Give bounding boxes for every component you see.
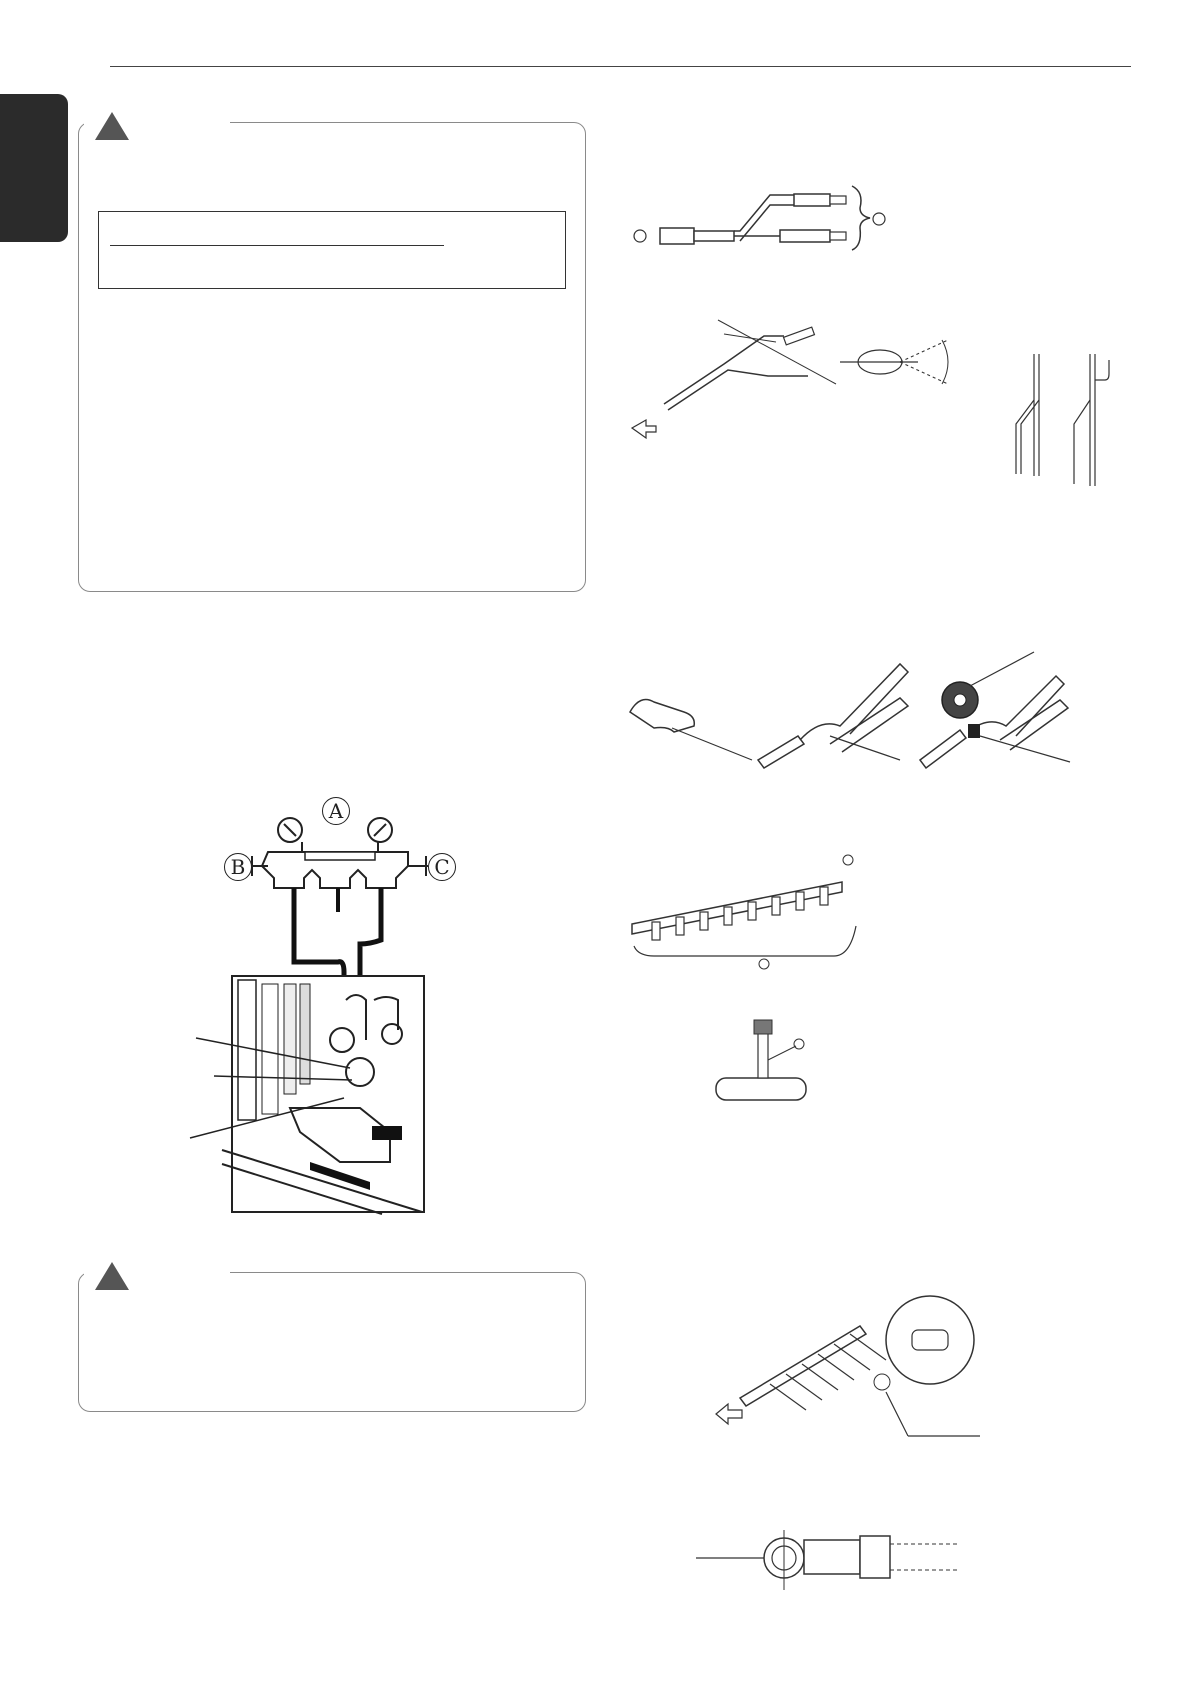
- pipe-cross-section-figure: [696, 1530, 960, 1590]
- callout-circle: [634, 230, 646, 242]
- header-pipe-figure: [632, 855, 856, 969]
- flow-arrow-icon: [632, 420, 656, 438]
- reducer-figure: [716, 1020, 806, 1100]
- manifold-label-a: A: [322, 797, 350, 825]
- insulator-cover: [630, 700, 694, 732]
- manifold-label-c: C: [428, 853, 456, 881]
- vertical-branch-figure: [1016, 354, 1109, 486]
- insulation-figure: [630, 652, 1070, 768]
- callout-circle: [873, 213, 885, 225]
- y-branch-angle-figure: [632, 320, 948, 438]
- flow-arrow-icon: [716, 1404, 742, 1424]
- y-branch-pipe-figure: [634, 186, 885, 250]
- manifold-label-b: B: [224, 853, 252, 881]
- multi-header-figure: [716, 1296, 980, 1436]
